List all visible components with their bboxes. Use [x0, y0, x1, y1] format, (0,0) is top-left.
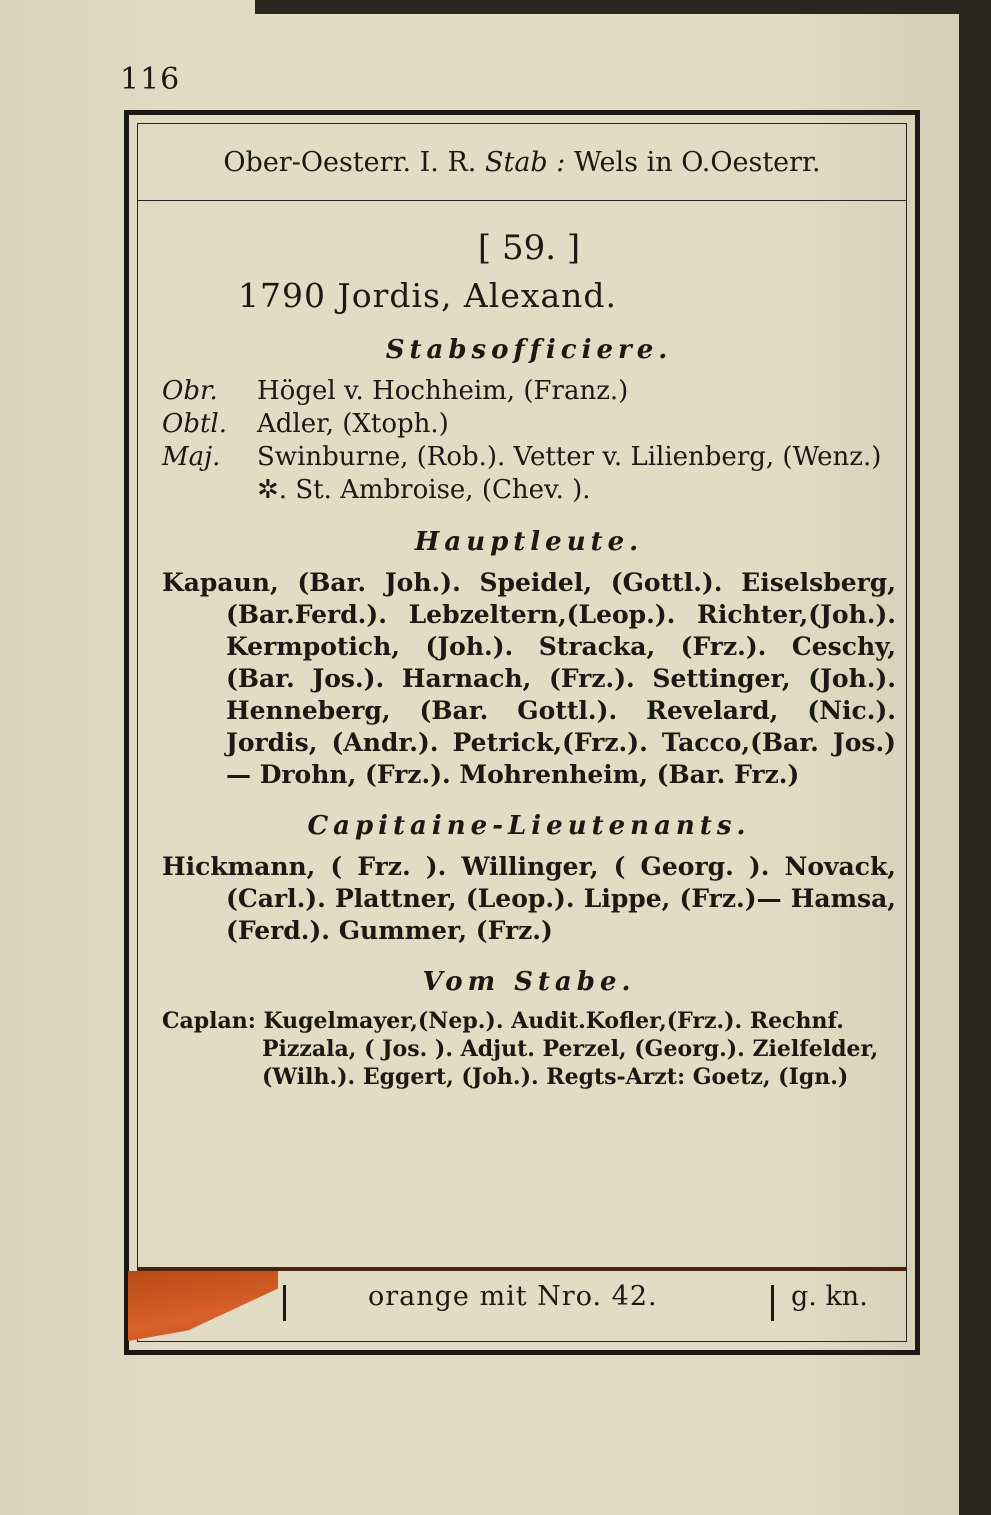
regiment-inner-frame: [137, 123, 907, 1342]
facing-color: orange mit Nro. 42.: [368, 1281, 658, 1312]
officer-names: Högel v. Hochheim, (Franz.): [257, 376, 629, 406]
rank-label: Obr.: [162, 376, 218, 406]
page-number: 116: [120, 62, 181, 97]
staff-row: [162, 408, 896, 441]
officer-names: Adler, (Xtoph.): [257, 409, 449, 439]
staff-officers-title: Stabsofficiere.: [385, 335, 673, 365]
staff-row: [162, 375, 896, 408]
regiment-content: [162, 224, 896, 1091]
regiment-name: Ober-Oesterr. I. R.: [223, 146, 477, 178]
officer-names: Swinburne, (Rob.). Vetter v. Lilienberg, (Wenz.) ✲. St. Ambroise, (Chev. ).: [257, 442, 882, 505]
stab-label: Stab :: [484, 146, 566, 178]
stab-location: Wels in O.Oesterr.: [574, 146, 821, 178]
vom-stabe-list: Caplan: Kugelmayer,(Nep.). Audit.Kofler,(Frz.). Rechnf. Pizzala, ( Jos. ). Adjut. Perzel, (Georg.). Zielfelder, (Wilh.). Eggert, (Joh.). Regts-Arzt: Goetz, (Ign.): [162, 1008, 879, 1090]
staff-row: [162, 441, 896, 507]
footer-divider: [771, 1285, 774, 1321]
regiment-owner: 1790 Jordis, Alexand.: [238, 276, 618, 315]
button-color: g. kn.: [791, 1281, 868, 1312]
scan-edge: [255, 0, 975, 14]
footer-divider: [283, 1285, 286, 1321]
rank-label: Obtl.: [162, 409, 227, 439]
vom-stabe-title: Vom Stabe.: [422, 967, 636, 997]
regiment-footer: [138, 1267, 906, 1341]
captains-title: Hauptleute.: [414, 527, 644, 557]
staff-officers-list: [162, 375, 896, 507]
regiment-number: [ 59. ]: [477, 228, 581, 268]
rank-label: Maj.: [162, 442, 221, 472]
regiment-header: [138, 124, 906, 201]
capitaine-lieutenants-list: Hickmann, ( Frz. ). Willinger, ( Georg. ). Novack, (Carl.). Plattner, (Leop.). Lippe, (Frz.)— Hamsa, (Ferd.). Gummer, (Frz.): [162, 852, 896, 945]
regiment-frame: [124, 110, 920, 1355]
captains-list: Kapaun, (Bar. Joh.). Speidel, (Gottl.). Eiselsberg, (Bar.Ferd.). Lebzeltern,(Leop.). Richter,(Joh.). Kermpotich, (Joh.). Stracka, (Frz.). Ceschy, (Bar. Jos.). Harnach, (Frz.). Settinger, (Joh.). Henneberg, (Bar. Gottl.). Revelard, (Nic.). Jordis, (Andr.). Petrick,(Frz.). Tacco,(Bar. Jos.)— Drohn, (Frz.). Mohrenheim, (Bar. Frz.): [162, 568, 896, 789]
binding-shadow: [959, 0, 975, 1515]
capitaine-lieutenants-title: Capitaine-Lieutenants.: [307, 811, 751, 841]
facing-color-swatch: [128, 1271, 278, 1341]
